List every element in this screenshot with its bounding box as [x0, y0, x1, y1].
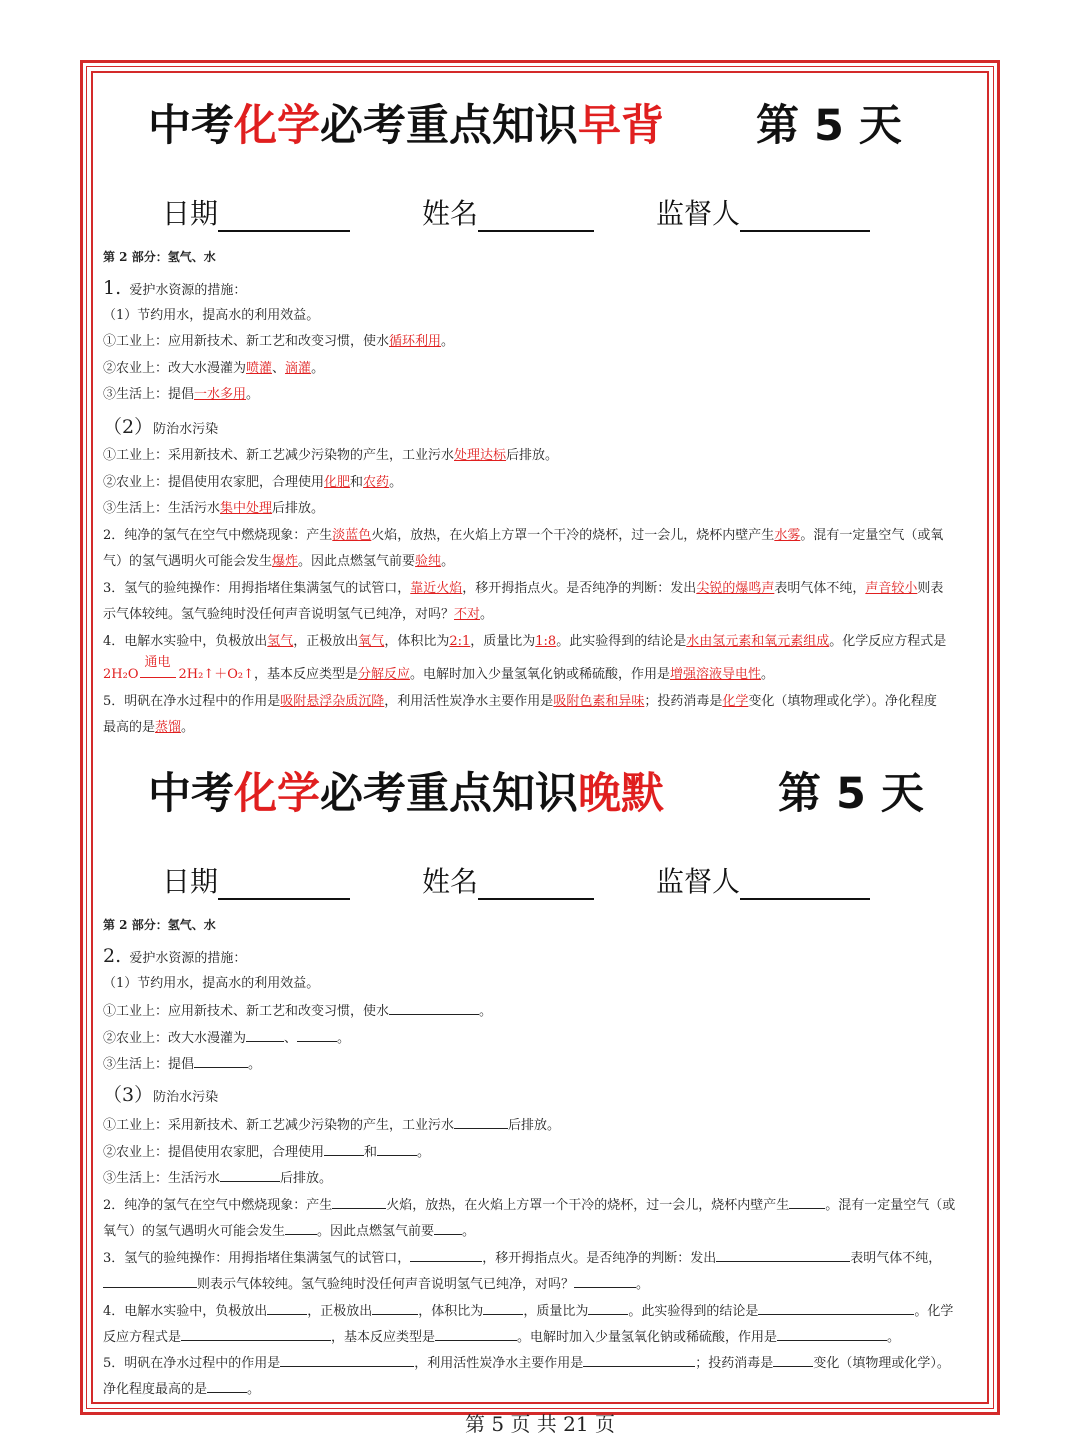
m-p3-line2: 示气体较纯。氢气验纯时没任何声音说明氢气已纯净，对吗？不对。 — [103, 607, 494, 622]
answer-blank[interactable] — [773, 1354, 813, 1367]
m-l6: ①工业上：采用新技术、新工艺减少污染物的产生，工业污水处理达标后排放。 — [103, 448, 559, 463]
e-l2: ①工业上：应用新技术、新工艺和改变习惯，使水 。 — [103, 1004, 493, 1019]
e-l6: ①工业上：采用新技术、新工艺减少污染物的产生，工业污水 后排放。 — [103, 1118, 561, 1133]
m-l8: ③生活上：生活污水集中处理后排放。 — [103, 501, 325, 516]
answer-blank[interactable] — [220, 1169, 280, 1182]
answer-blank[interactable] — [297, 1029, 337, 1042]
answer-blank[interactable] — [483, 1302, 523, 1315]
m-p4-line2: 2H₂O 通电 2H₂↑＋O₂↑，基本反应类型是分解反应。电解时加入少量氢氧化钠或稀硫酸，作用是增强溶液导电性。 — [103, 655, 775, 682]
answer-blank[interactable] — [716, 1249, 850, 1262]
e-l1: （1）节约用水，提高水的利用效益。 — [103, 976, 320, 991]
answer-blank[interactable] — [103, 1275, 197, 1288]
answer-blank[interactable] — [324, 1143, 364, 1156]
answer-blank[interactable] — [758, 1302, 914, 1315]
answer-blank[interactable] — [435, 1328, 517, 1341]
answer-blank[interactable] — [194, 1055, 248, 1068]
morning-section-heading: 第 2 部分：氢气、水 — [103, 250, 216, 264]
m-q1: 1. 爱护水资源的措施： — [103, 277, 247, 299]
e-l4: ③生活上：提倡 。 — [103, 1057, 262, 1072]
m-l2: ①工业上：应用新技术、新工艺和改变习惯，使水循环利用。 — [103, 334, 455, 349]
answer-blank[interactable] — [434, 1222, 462, 1235]
answer-blank[interactable] — [574, 1275, 636, 1288]
morning-title: 中考化学必考重点知识早背 — [148, 101, 664, 151]
e-l8: ③生活上：生活污水 后排放。 — [103, 1171, 333, 1186]
page-footer: 第 5 页 共 21 页 — [465, 1412, 615, 1436]
answer-blank[interactable] — [583, 1354, 695, 1367]
answer-blank[interactable] — [181, 1328, 331, 1341]
date-field[interactable]: 日期 — [162, 860, 350, 900]
answer-blank[interactable] — [267, 1302, 307, 1315]
m-p5-line2: 最高的是蒸馏。 — [103, 720, 195, 735]
evening-day: 第 5 天 — [778, 769, 924, 819]
e-p3-line2: 则表示气体较纯。氢气验纯时没任何声音说明氢气已纯净，对吗？ 。 — [103, 1275, 649, 1293]
m-l5: （2）防治水污染 — [103, 416, 219, 438]
answer-blank[interactable] — [454, 1116, 508, 1129]
m-p4: 4．电解水实验中，负极放出氢气，正极放出氧气，体积比为2:1，质量比为1:8。此实验得到的结论是水由氢元素和氧元素组成。化学反应方程式是 — [103, 634, 947, 649]
e-p2: 2．纯净的氢气在空气中燃烧现象：产生 火焰，放热，在火焰上方罩一个干冷的烧杯，过一会儿，烧杯内壁产生 。混有一定量空气（或 — [103, 1198, 956, 1213]
e-q: 2. 爱护水资源的措施： — [103, 945, 247, 967]
name-field[interactable]: 姓名 — [422, 192, 594, 232]
m-l4: ③生活上：提倡一水多用。 — [103, 387, 260, 402]
m-p2-line2: 气）的氢气遇明火可能会发生爆炸。因此点燃氢气前要验纯。 — [103, 554, 455, 569]
answer-blank[interactable] — [285, 1222, 317, 1235]
answer-blank[interactable] — [389, 1002, 479, 1015]
date-field[interactable]: 日期 — [162, 192, 350, 232]
e-p5-line2: 净化程度最高的是 。 — [103, 1382, 261, 1397]
answer-blank[interactable] — [372, 1302, 418, 1315]
e-l5: （3）防治水污染 — [103, 1084, 219, 1106]
e-p5: 5．明矾在净水过程中的作用是 ，利用活性炭净水主要作用是 ；投药消毒是 变化（填物理或化学）。 — [103, 1356, 950, 1371]
e-l7: ②农业上：提倡使用农家肥，合理使用 和 。 — [103, 1145, 431, 1160]
supervisor-field[interactable]: 监督人 — [656, 192, 870, 232]
answer-blank[interactable] — [280, 1354, 414, 1367]
supervisor-field[interactable]: 监督人 — [656, 860, 870, 900]
evening-title: 中考化学必考重点知识晚默 — [148, 769, 664, 819]
m-p5: 5．明矾在净水过程中的作用是吸附悬浮杂质沉降，利用活性炭净水主要作用是吸附色素和异味；投药消毒是化学变化（填物理或化学）。净化程度 — [103, 694, 937, 709]
m-l3: ②农业上：改大水漫灌为喷灌、滴灌。 — [103, 361, 325, 376]
answer-blank[interactable] — [377, 1143, 417, 1156]
evening-section-heading: 第 2 部分：氢气、水 — [103, 918, 216, 932]
answer-blank[interactable] — [207, 1380, 247, 1393]
answer-blank[interactable] — [789, 1196, 825, 1209]
e-p4-line2: 反应方程式是 ，基本反应类型是 。电解时加入少量氢氧化钠或稀硫酸，作用是 。 — [103, 1330, 901, 1345]
e-p2-line2: 氧气）的氢气遇明火可能会发生 。因此点燃氢气前要 。 — [103, 1224, 476, 1239]
m-p2: 2．纯净的氢气在空气中燃烧现象：产生淡蓝色火焰，放热，在火焰上方罩一个干冷的烧杯，过一会儿，烧杯内壁产生水雾。混有一定量空气（或氧 — [103, 528, 944, 543]
m-l7: ②农业上：提倡使用农家肥，合理使用化肥和农药。 — [103, 475, 403, 490]
name-field[interactable]: 姓名 — [422, 860, 594, 900]
e-p4: 4．电解水实验中，负极放出 ，正极放出 ，体积比为 ，质量比为 。此实验得到的结论是 。化学 — [103, 1304, 954, 1319]
electrolysis-equation: 2H₂O 通电 2H₂↑＋O₂↑ — [103, 655, 254, 682]
morning-day: 第 5 天 — [756, 101, 902, 151]
answer-blank[interactable] — [777, 1328, 887, 1341]
answer-blank[interactable] — [588, 1302, 628, 1315]
e-l3: ②农业上：改大水漫灌为 、 。 — [103, 1031, 351, 1046]
m-p3: 3．氢气的验纯操作：用拇指堵住集满氢气的试管口，靠近火焰，移开拇指点火。是否纯净的判断：发出尖锐的爆鸣声表明气体不纯，声音较小则表 — [103, 581, 944, 596]
m-l1: （1）节约用水，提高水的利用效益。 — [103, 308, 320, 323]
answer-blank[interactable] — [332, 1196, 386, 1209]
answer-blank[interactable] — [410, 1249, 482, 1262]
e-p3: 3．氢气的验纯操作：用拇指堵住集满氢气的试管口， ，移开拇指点火。是否纯净的判断：发出 表明气体不纯， — [103, 1251, 942, 1266]
answer-blank[interactable] — [246, 1029, 284, 1042]
